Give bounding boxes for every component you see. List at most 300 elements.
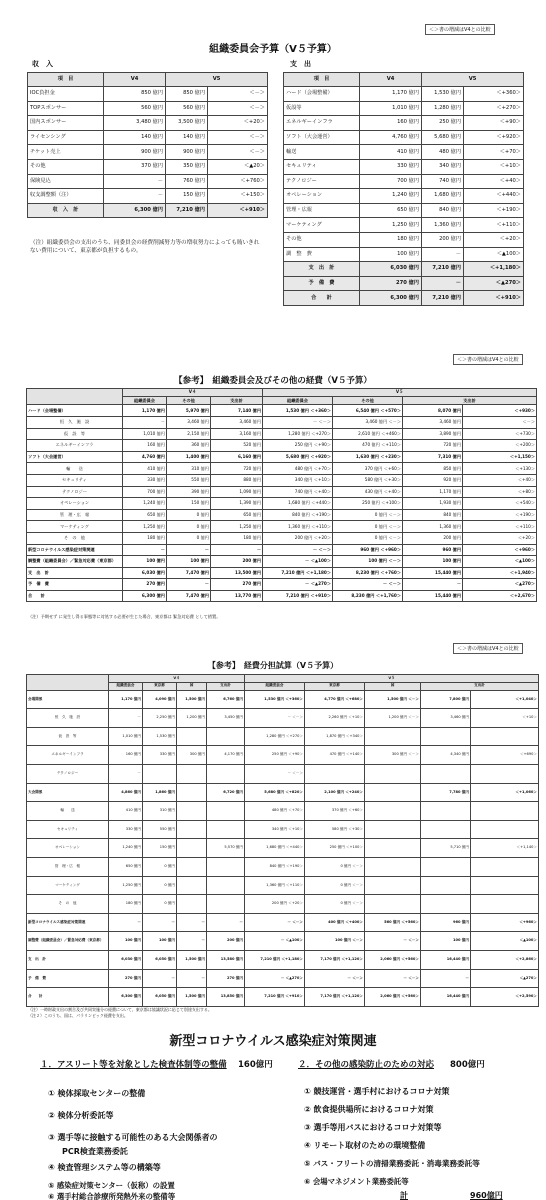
covid-right-item: ① 競技運営・選手村におけるコロナ対策 bbox=[304, 1087, 450, 1096]
cell-value: 6,760 億円 bbox=[207, 690, 245, 709]
cell-value: 880 億円 bbox=[211, 474, 263, 486]
cell-value bbox=[207, 857, 245, 876]
cell-value: 200 億円 ＜+20＞ bbox=[263, 532, 333, 544]
share-foot-2: （注２）このうち、国は、パラリンピック経費を支出。 bbox=[28, 1013, 128, 1018]
row-label: エネルギーインフラ bbox=[284, 116, 360, 131]
cell-value: 1,010 億円 bbox=[123, 428, 167, 440]
table-row bbox=[27, 783, 539, 802]
cell-value: 7,210 億円 ＜+1,180＞ bbox=[263, 567, 333, 579]
table-row bbox=[284, 203, 524, 218]
v5-value: 150 億円 bbox=[166, 189, 208, 204]
table-row bbox=[27, 498, 537, 510]
cell-value: 180 億円 bbox=[109, 895, 143, 914]
table-row bbox=[284, 174, 524, 189]
v5-value: 340 億円 bbox=[422, 159, 464, 174]
row-label: 合 計 bbox=[27, 590, 123, 602]
share-header-blank bbox=[27, 675, 109, 691]
v4-value: 1,170 億円 bbox=[360, 87, 422, 102]
table-row bbox=[27, 451, 537, 463]
cell-value: 0 億円 ＜－＞ bbox=[305, 857, 365, 876]
diff-value: ＜+10＞ bbox=[464, 159, 524, 174]
cell-value: － bbox=[143, 969, 177, 988]
table-row bbox=[27, 913, 539, 932]
cell-value: 1,170 億円 bbox=[403, 486, 463, 498]
cell-value: 160 億円 bbox=[123, 440, 167, 452]
cell-value bbox=[471, 727, 539, 746]
cell-value bbox=[365, 876, 421, 895]
v4-value: 140 億円 bbox=[104, 130, 166, 145]
cell-value: 330 億円 bbox=[109, 820, 143, 839]
cell-value: 160 億円 bbox=[109, 746, 143, 765]
cell-value: 3,450 億円 bbox=[207, 709, 245, 728]
cell-value: 7,470 億円 bbox=[167, 567, 211, 579]
cell-value bbox=[207, 802, 245, 821]
table-row bbox=[27, 950, 539, 969]
cell-value: 270 億円 bbox=[207, 969, 245, 988]
diff-value: ＜－＞ bbox=[208, 130, 268, 145]
cell-value: ＜▲100＞ bbox=[471, 932, 539, 951]
diff-value: ＜+760＞ bbox=[208, 174, 268, 189]
table-row bbox=[27, 820, 539, 839]
cell-value: 100 億円 bbox=[421, 932, 471, 951]
cell-value: 100 億円 ＜－＞ bbox=[333, 556, 403, 568]
table-row bbox=[284, 232, 524, 247]
cell-value: 3,460 億円 ＜－＞ bbox=[333, 416, 403, 428]
cell-value: 1,500 億円 ＜－＞ bbox=[365, 690, 421, 709]
cell-value: 6,160 億円 bbox=[211, 451, 263, 463]
v5-value: 1,360 億円 bbox=[422, 218, 464, 233]
cell-value: 7,210 億円 ＜+910＞ bbox=[245, 988, 305, 1007]
cell-value: 1,630 億円 ＜+230＞ bbox=[333, 451, 403, 463]
cell-value: 1,500 億円 bbox=[177, 690, 207, 709]
cell-value: ＜+930＞ bbox=[463, 405, 537, 417]
cell-value: 1,250 億円 bbox=[109, 876, 143, 895]
expense-header-v5: V5 bbox=[422, 73, 524, 87]
cell-value: 840 億円 ＜+190＞ bbox=[263, 509, 333, 521]
v5-value: 7,210 億円 bbox=[422, 291, 464, 306]
cell-value: 0 億円 bbox=[167, 521, 211, 533]
diff-value: ＜▲270＞ bbox=[464, 276, 524, 291]
cell-value: 700 億円 bbox=[123, 486, 167, 498]
cell-value: 0 億円 ＜－＞ bbox=[333, 521, 403, 533]
v4-value: 4,760 億円 bbox=[360, 130, 422, 145]
cell-value: 650 億円 bbox=[109, 857, 143, 876]
row-label: 予 備 費 bbox=[27, 579, 123, 591]
cell-value: ＜▲100＞ bbox=[463, 556, 537, 568]
share-subhead: 支出計 bbox=[421, 682, 539, 690]
covid-title: 新型コロナウイルス感染症対策関連 bbox=[169, 1034, 377, 1049]
cell-value bbox=[471, 802, 539, 821]
cell-value: 7,800 億円 bbox=[421, 690, 471, 709]
expense-header-v4: V4 bbox=[360, 73, 422, 87]
table-row bbox=[284, 145, 524, 160]
expense-header-item: 項 目 bbox=[284, 73, 360, 87]
cell-value: 6,050 億円 bbox=[143, 950, 177, 969]
cell-value bbox=[421, 802, 471, 821]
table-row bbox=[27, 405, 537, 417]
cell-value: 520 億円 bbox=[211, 440, 263, 452]
cell-value bbox=[421, 895, 471, 914]
v5-value: 850 億円 bbox=[166, 87, 208, 102]
ref-header-blank bbox=[27, 389, 123, 405]
cell-value: 580 億円 ＜+30＞ bbox=[305, 820, 365, 839]
diff-value: ＜▲100＞ bbox=[464, 247, 524, 262]
share-note: ＜＞書の増減はV4との比較 bbox=[453, 643, 523, 654]
v5-value: 900 億円 bbox=[166, 145, 208, 160]
covid-left-item: ⑥ 選手村総合診療所発熱外来の整備等 bbox=[48, 1192, 176, 1200]
row-label: 恒 久 施 設 bbox=[27, 416, 123, 428]
table-row bbox=[28, 130, 268, 145]
cell-value: － ＜▲270＞ bbox=[263, 579, 333, 591]
cell-value bbox=[177, 783, 207, 802]
v4-value: 1,240 億円 bbox=[360, 189, 422, 204]
covid-left-item: ② 検体分析委託等 bbox=[48, 1111, 114, 1120]
cell-value: 390 億円 bbox=[167, 486, 211, 498]
cell-value: 6,720 億円 bbox=[207, 783, 245, 802]
cell-value: － bbox=[177, 932, 207, 951]
cell-value: 4,860 億円 bbox=[109, 783, 143, 802]
row-label: 仮 設 等 bbox=[27, 428, 123, 440]
row-label: IOC負担金 bbox=[28, 87, 104, 102]
cell-value: － ＜▲270＞ bbox=[245, 969, 305, 988]
cell-value: 150 億円 bbox=[167, 498, 211, 510]
cell-value: － ＜▲100＞ bbox=[245, 932, 305, 951]
cell-value: 1,280 億円 ＜+270＞ bbox=[245, 727, 305, 746]
cell-value bbox=[365, 857, 421, 876]
cell-value: 7,170 億円 ＜+1,120＞ bbox=[305, 988, 365, 1007]
v4-value: 560 億円 bbox=[104, 101, 166, 116]
top-note: ＜＞書の増減はV4との比較 bbox=[425, 24, 495, 35]
share-subhead: 組織委員会 bbox=[245, 682, 305, 690]
cell-value: ＜+80＞ bbox=[463, 486, 537, 498]
row-label: マーケティング bbox=[284, 218, 360, 233]
row-label: 会場関係 bbox=[27, 690, 109, 709]
cell-value: 330 億円 bbox=[123, 474, 167, 486]
cell-value: － bbox=[123, 544, 167, 556]
v5-value: 480 億円 bbox=[422, 145, 464, 160]
v4-value: 180 億円 bbox=[360, 232, 422, 247]
cell-value: 430 億円 ＜+40＞ bbox=[333, 486, 403, 498]
cell-value: ＜+200＞ bbox=[463, 440, 537, 452]
table-row bbox=[27, 690, 539, 709]
table-row bbox=[27, 509, 537, 521]
cell-value: 7,170 億円 ＜+1,120＞ bbox=[305, 950, 365, 969]
ref-table bbox=[26, 388, 537, 602]
row-label: 新型コロナウイルス感染症対策関連 bbox=[27, 544, 123, 556]
row-label: 管 理・広 報 bbox=[27, 857, 109, 876]
cell-value: 3,160 億円 bbox=[211, 428, 263, 440]
cell-value: ＜▲270＞ bbox=[463, 579, 537, 591]
income-header-v4: V4 bbox=[104, 73, 166, 87]
cell-value bbox=[471, 895, 539, 914]
cell-value: ＜+10＞ bbox=[471, 709, 539, 728]
cell-value: 1,170 億円 bbox=[123, 405, 167, 417]
cell-value: 2,610 億円 ＜+460＞ bbox=[333, 428, 403, 440]
cell-value: 1,870 億円 ＜+340＞ bbox=[305, 727, 365, 746]
table-row bbox=[27, 727, 539, 746]
cell-value: 13,580 億円 bbox=[207, 950, 245, 969]
income-table bbox=[27, 72, 268, 218]
table-row bbox=[27, 590, 537, 602]
table-row bbox=[284, 116, 524, 131]
total-row bbox=[284, 291, 524, 306]
cell-value: ＜+960＞ bbox=[471, 913, 539, 932]
cell-value bbox=[207, 820, 245, 839]
cell-value: 550 億円 bbox=[143, 820, 177, 839]
v4-value: 850 億円 bbox=[104, 87, 166, 102]
v4-value: 330 億円 bbox=[360, 159, 422, 174]
v4-value: 6,030 億円 bbox=[360, 262, 422, 277]
cell-value: 0 億円 bbox=[143, 895, 177, 914]
cell-value: 7,470 億円 bbox=[167, 590, 211, 602]
v4-value: － bbox=[104, 189, 166, 204]
covid-left-item: ① 検体採取センターの整備 bbox=[48, 1089, 146, 1098]
row-label: テクノロジー bbox=[27, 486, 123, 498]
cell-value: 3,460 億円 bbox=[421, 709, 471, 728]
table-row bbox=[284, 159, 524, 174]
row-label: 合 計 bbox=[27, 988, 109, 1007]
ref-foot: （注）予期せず に発生し得る事態等に対処する必要が生じた場合、東京都は 緊急対応費 として措置。 bbox=[28, 614, 221, 619]
share-subhead: 国 bbox=[365, 682, 421, 690]
cell-value: － bbox=[403, 579, 463, 591]
cell-value: 1,530 億円 ＜+360＞ bbox=[245, 690, 305, 709]
table-row bbox=[27, 567, 537, 579]
cell-value: 1,930 億円 bbox=[403, 498, 463, 510]
cell-value: 5,970 億円 bbox=[167, 405, 211, 417]
row-label: 収 入 計 bbox=[28, 203, 104, 218]
ref-subhead: 組織委員会 bbox=[123, 397, 167, 405]
cell-value: 4,770 億円 ＜+680＞ bbox=[305, 690, 365, 709]
row-label: テクノロジー bbox=[284, 174, 360, 189]
covid-left-item: ③ 選手等に接触する可能性のある大会関係者の bbox=[48, 1133, 218, 1142]
cell-value: ＜+1,060＞ bbox=[471, 783, 539, 802]
row-label: 支 出 計 bbox=[284, 262, 360, 277]
table-row bbox=[27, 579, 537, 591]
row-label: 国内スポンサー bbox=[28, 116, 104, 131]
table-row bbox=[27, 746, 539, 765]
cell-value: 180 億円 bbox=[123, 532, 167, 544]
cell-value: － bbox=[143, 913, 177, 932]
cell-value: 1,280 億円 ＜+270＞ bbox=[263, 428, 333, 440]
cell-value: 1,200 億円 bbox=[177, 709, 207, 728]
covid-left-amount: 160億円 bbox=[238, 1060, 273, 1070]
table-row bbox=[28, 116, 268, 131]
ref-subhead: その他 bbox=[333, 397, 403, 405]
total-row bbox=[284, 262, 524, 277]
row-label: 予 備 費 bbox=[27, 969, 109, 988]
row-label: 調 整 費 bbox=[284, 247, 360, 262]
cell-value: 1,500 億円 bbox=[177, 988, 207, 1007]
cell-value: 2,060 億円 ＜+560＞ bbox=[365, 988, 421, 1007]
table-row bbox=[28, 174, 268, 189]
diff-value: ＜－＞ bbox=[208, 101, 268, 116]
cell-value: 370 億円 ＜+60＞ bbox=[305, 802, 365, 821]
cell-value: 5,710 億円 bbox=[421, 839, 471, 858]
diff-value: ＜+90＞ bbox=[464, 116, 524, 131]
diff-value: ＜+110＞ bbox=[464, 218, 524, 233]
cell-value: 840 億円 bbox=[403, 509, 463, 521]
cell-value: 0 億円 bbox=[167, 509, 211, 521]
table-row bbox=[27, 802, 539, 821]
covid-right-heading: ２．その他の感染防止のための対応 bbox=[298, 1060, 435, 1070]
cell-value: 3,890 億円 bbox=[403, 428, 463, 440]
row-label: 輸 送 bbox=[27, 802, 109, 821]
row-label: 輸 送 bbox=[27, 463, 123, 475]
cell-value: － bbox=[421, 969, 471, 988]
cell-value bbox=[471, 820, 539, 839]
covid-total-label: 計 bbox=[400, 1191, 408, 1200]
cell-value: 250 億円 ＜+90＞ bbox=[245, 746, 305, 765]
v4-value: 6,300 億円 bbox=[104, 203, 166, 218]
ref-title: 【参考】 組織委員会及びその他の経費（V５予算） bbox=[174, 376, 372, 386]
table-row bbox=[28, 101, 268, 116]
cell-value: － ＜－＞ bbox=[245, 709, 305, 728]
cell-value: 840 億円 ＜+190＞ bbox=[245, 857, 305, 876]
cell-value: 720 億円 bbox=[403, 440, 463, 452]
cell-value: 740 億円 ＜+40＞ bbox=[263, 486, 333, 498]
share-subhead: 国 bbox=[177, 682, 207, 690]
cell-value: 330 億円 bbox=[143, 746, 177, 765]
cell-value: ＜+540＞ bbox=[463, 498, 537, 510]
cell-value: － ＜－＞ bbox=[263, 416, 333, 428]
cell-value: ＜+110＞ bbox=[463, 521, 537, 533]
diff-value: ＜+70＞ bbox=[464, 145, 524, 160]
table-row bbox=[284, 218, 524, 233]
v5-value: 1,680 億円 bbox=[422, 189, 464, 204]
cell-value: 0 億円 ＜－＞ bbox=[305, 876, 365, 895]
cell-value: ＜+1,140＞ bbox=[471, 839, 539, 858]
row-label: そ の 他 bbox=[27, 532, 123, 544]
cell-value: 1,240 億円 bbox=[109, 839, 143, 858]
cell-value: 13,500 億円 bbox=[211, 567, 263, 579]
row-label: ハード（会場整備） bbox=[27, 405, 123, 417]
cell-value: 16,440 億円 bbox=[421, 950, 471, 969]
row-label: ソフト（大会運営） bbox=[27, 451, 123, 463]
table-row bbox=[284, 101, 524, 116]
cell-value: 1,360 億円 ＜+110＞ bbox=[245, 876, 305, 895]
cell-value bbox=[421, 876, 471, 895]
cell-value: 560 億円 ＜+560＞ bbox=[365, 913, 421, 932]
cell-value: － ＜－＞ bbox=[245, 913, 305, 932]
cell-value bbox=[365, 727, 421, 746]
covid-right-item: ⑤ バス・フリートの清掃業務委託・消毒業務委託等 bbox=[304, 1159, 480, 1168]
cell-value bbox=[177, 727, 207, 746]
cell-value: 100 億円 ＜－＞ bbox=[305, 932, 365, 951]
row-label: マーケティング bbox=[27, 876, 109, 895]
table-row bbox=[27, 988, 539, 1007]
cell-value: － bbox=[123, 416, 167, 428]
cell-value: － bbox=[207, 913, 245, 932]
cell-value: 200 億円 bbox=[403, 532, 463, 544]
cell-value: 4,760 億円 bbox=[123, 451, 167, 463]
cell-value: 2,060 億円 ＜+560＞ bbox=[365, 950, 421, 969]
row-label: 支 出 計 bbox=[27, 567, 123, 579]
covid-right-item: ⑥ 会場マネジメント業務委託等 bbox=[304, 1177, 409, 1186]
share-title: 【参考】 経費分担試算（V５予算） bbox=[207, 661, 339, 670]
row-label: 予 備 費 bbox=[284, 276, 360, 291]
table-row bbox=[27, 969, 539, 988]
table-row bbox=[27, 895, 539, 914]
cell-value bbox=[365, 783, 421, 802]
row-label: チケット売上 bbox=[28, 145, 104, 160]
table-row bbox=[28, 87, 268, 102]
cell-value: － bbox=[177, 913, 207, 932]
cell-value: 1,240 億円 bbox=[123, 498, 167, 510]
cell-value: 1,500 億円 bbox=[177, 950, 207, 969]
cell-value: ＜+1,940＞ bbox=[463, 567, 537, 579]
cell-value: 1,360 億円 bbox=[403, 521, 463, 533]
cell-value: 100 億円 bbox=[143, 932, 177, 951]
v5-value: 140 億円 bbox=[166, 130, 208, 145]
cell-value: ＜+40＞ bbox=[463, 474, 537, 486]
table-row bbox=[27, 709, 539, 728]
table-row bbox=[28, 145, 268, 160]
cell-value: 100 億円 bbox=[403, 556, 463, 568]
cell-value bbox=[207, 876, 245, 895]
cell-value: 7,310 億円 bbox=[403, 451, 463, 463]
row-label: エネルギーインフラ bbox=[27, 440, 123, 452]
cell-value: 4,090 億円 bbox=[143, 690, 177, 709]
row-label: 恒 久 施 設 bbox=[27, 709, 109, 728]
cell-value: 340 億円 ＜+10＞ bbox=[263, 474, 333, 486]
covid-total-value: 960億円 bbox=[470, 1191, 503, 1200]
cell-value: 6,030 億円 bbox=[123, 567, 167, 579]
cell-value: 410 億円 bbox=[123, 463, 167, 475]
row-label: 仮 設 等 bbox=[27, 727, 109, 746]
ref-subhead: その他 bbox=[167, 397, 211, 405]
v5-value: 560 億円 bbox=[166, 101, 208, 116]
diff-value: ＜+150＞ bbox=[208, 189, 268, 204]
row-label: そ の 他 bbox=[27, 895, 109, 914]
cell-value: ＜+690＞ bbox=[471, 746, 539, 765]
table-row bbox=[27, 556, 537, 568]
row-label: 仮設等 bbox=[284, 101, 360, 116]
cell-value: 650 億円 bbox=[123, 509, 167, 521]
cell-value: 250 億円 ＜+90＞ bbox=[263, 440, 333, 452]
v4-value: － bbox=[104, 174, 166, 189]
v5-value: 200 億円 bbox=[422, 232, 464, 247]
table-row bbox=[27, 440, 537, 452]
cell-value: 370 億円 ＜+60＞ bbox=[333, 463, 403, 475]
expense-label: 支 出 bbox=[290, 60, 311, 68]
cell-value bbox=[207, 764, 245, 783]
cell-value bbox=[421, 857, 471, 876]
covid-right-amount: 800億円 bbox=[450, 1060, 485, 1070]
cell-value: 360 億円 bbox=[167, 440, 211, 452]
row-label: TOPスポンサー bbox=[28, 101, 104, 116]
cell-value: 8,070 億円 bbox=[403, 405, 463, 417]
cell-value: 8,230 億円 ＜+760＞ bbox=[333, 567, 403, 579]
table-row bbox=[27, 876, 539, 895]
cell-value: 7,210 億円 ＜+910＞ bbox=[263, 590, 333, 602]
share-foot-1: （注）一時財政支出の割合及び共同実施分の経費について、東京都は協議状況に応じて別途支出する。 bbox=[28, 1007, 212, 1012]
cell-value: 6,540 億円 ＜+570＞ bbox=[333, 405, 403, 417]
cell-value bbox=[365, 820, 421, 839]
cell-value: 100 億円 bbox=[167, 556, 211, 568]
diff-value: ＜▲20＞ bbox=[208, 159, 268, 174]
cell-value: 2,100 億円 ＜+240＞ bbox=[305, 783, 365, 802]
row-label: マーケティング bbox=[27, 521, 123, 533]
cell-value: ＜+2,590＞ bbox=[471, 988, 539, 1007]
row-label: 調整費（組織委員会）／緊急対応費（東京都） bbox=[27, 932, 109, 951]
cell-value: 7,210 億円 ＜+1,180＞ bbox=[245, 950, 305, 969]
v5-value: 840 億円 bbox=[422, 203, 464, 218]
cell-value: 1,010 億円 bbox=[109, 727, 143, 746]
cell-value: － bbox=[109, 764, 143, 783]
cell-value bbox=[177, 876, 207, 895]
cell-value: ＜+1,150＞ bbox=[463, 451, 537, 463]
row-label: 管理・広報 bbox=[284, 203, 360, 218]
